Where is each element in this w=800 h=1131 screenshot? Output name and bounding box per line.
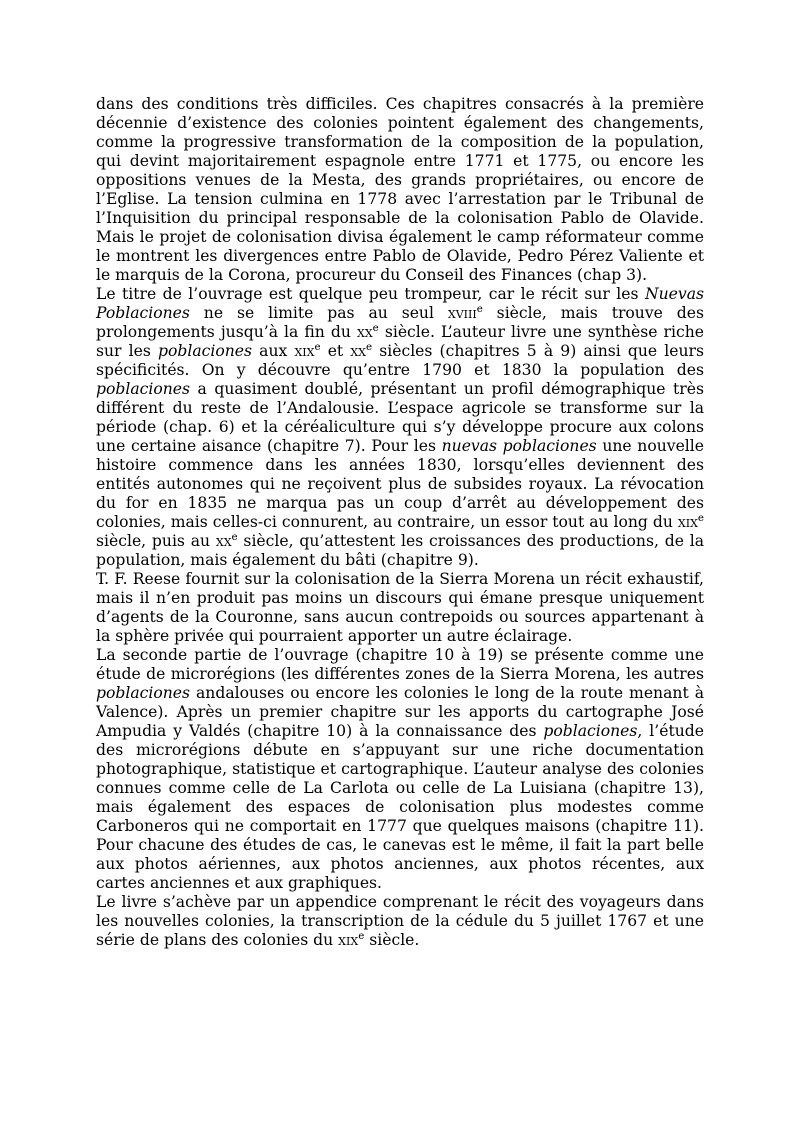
text-run: La seconde partie de l’ouvrage (chapitre 10 à 19) se présente comme une étude de microrégions (les différentes zones de la Sierra Morena, les autres <box>96 646 704 683</box>
text-run: dans des conditions très difficiles. Ces chapitres consacrés à la première décennie d’existence des colonies pointent également des changements, comme la progressive transformation de la composition de la population, qui devint majoritairement espagnole entre 1771 et 1775, ou encore les oppositions venues de la Mesta, des grands propriétaires, ou encore de l’Eglise. La tension culmina en 1778 avec l’arrestation par le Tribunal de l’Inquisition du principal responsable de la colonisation Pablo de Olavide. Mais le projet de colonisation divisa également le camp réformateur comme le montrent les divergences entre Pablo de Olavide, Pedro Pérez Valiente et le marquis de la Corona, procureur du Conseil des Finances (chap 3). <box>96 95 704 284</box>
text-run: siècle. <box>364 931 420 949</box>
text-run: T. F. Reese fournit sur la colonisation de la Sierra Morena un récit exhaustif, mais il n’en produit pas moins un discours qui émane presque uniquement d’agents de la Couronne, sans aucun contrepoids ou sources appartenant à la sphère privée qui pourraient apporter un autre éclairage. <box>96 570 704 645</box>
century-numeral: xix <box>338 931 359 949</box>
italic-term: poblaciones <box>543 722 638 740</box>
superscript: e <box>366 340 373 353</box>
superscript: e <box>314 340 321 353</box>
italic-term: Nuevas Poblaciones <box>96 285 704 322</box>
superscript: e <box>358 929 365 942</box>
superscript: e <box>476 302 483 315</box>
text-run: siècle, mais trouve des prolongements jusqu’à la fin du <box>96 304 704 341</box>
document-page <box>96 95 704 950</box>
text-run: ne se limite pas au seul <box>189 304 448 322</box>
text-run: Le titre de l’ouvrage est quelque peu trompeur, car le récit sur les <box>96 285 645 303</box>
century-numeral: xix <box>677 513 698 531</box>
text-run: siècles (chapitres 5 à 9) ainsi que leurs spécificités. On y découvre qu’entre 1790 et 1830 la population des <box>96 342 704 379</box>
text-run: une nouvelle histoire commence dans les années 1830, lorsqu’elles deviennent des entités autonomes qui ne reçoivent plus de subsides royaux. La révocation du for en 1835 ne marqua pas un coup d’arrêt au développement des colonies, mais celles-ci connurent, au contraire, un essor tout au long du <box>96 437 705 531</box>
text-run: siècle, qu’attestent les croissances des productions, de la population, mais également du bâti (chapitre 9). <box>96 532 704 569</box>
text-run: a quasiment doublé, présentant un profil démographique très différent du reste de l’Andalousie. L’espace agricole se transforme sur la période (chap. 6) et la céréaliculture qui s’y développe procure aux colons une certaine aisance (chapitre 7). Pour les <box>96 380 704 455</box>
text-run: siècle. L’auteur livre une synthèse riche sur les <box>96 323 704 360</box>
superscript: e <box>372 321 379 334</box>
italic-term: poblaciones <box>96 684 191 702</box>
century-numeral: xx <box>357 323 373 341</box>
century-numeral: xix <box>294 342 315 360</box>
italic-term: poblaciones <box>158 342 253 360</box>
text-run: aux <box>252 342 295 360</box>
text-run: , l’étude des microrégions débute en s’appuyant sur une riche documentation photographique, statistique et cartographique. L’auteur analyse des colonies connues comme celle de La Carlota ou celle de La Luisiana (chapitre 13), mais également des espaces de colonisation plus modestes comme Carboneros qui ne comportait en 1777 que quelques maisons (chapitre 11). Pour chacune des études de cas, le canevas est le même, il fait la part belle aux photos aériennes, aux photos anciennes, aux photos récentes, aux cartes anciennes et aux graphiques. <box>96 722 704 892</box>
body-paragraph <box>96 95 704 285</box>
text-run: et <box>320 342 351 360</box>
text-run: Le livre s’achève par un appendice comprenant le récit des voyageurs dans les nouvelles colonies, la transcription de la cédule du 5 juillet 1767 et une série de plans des colonies du <box>96 893 704 949</box>
century-numeral: xviii <box>447 304 477 322</box>
superscript: e <box>697 511 704 524</box>
italic-term: poblaciones <box>96 380 191 398</box>
text-run: siècle, puis au <box>96 532 216 550</box>
body-paragraph <box>96 646 704 893</box>
body-paragraph <box>96 285 704 570</box>
century-numeral: xx <box>350 342 367 360</box>
century-numeral: xx <box>215 532 232 550</box>
body-paragraph <box>96 570 704 646</box>
body-paragraph <box>96 893 704 950</box>
superscript: e <box>231 530 238 543</box>
text-run: andalouses ou encore les colonies le long de la route menant à Valence). Après un premier chapitre sur les apports du cartographe José Ampudia y Valdés (chapitre 10) à la connaissance des <box>96 684 704 740</box>
italic-term: nuevas poblaciones <box>441 437 597 455</box>
